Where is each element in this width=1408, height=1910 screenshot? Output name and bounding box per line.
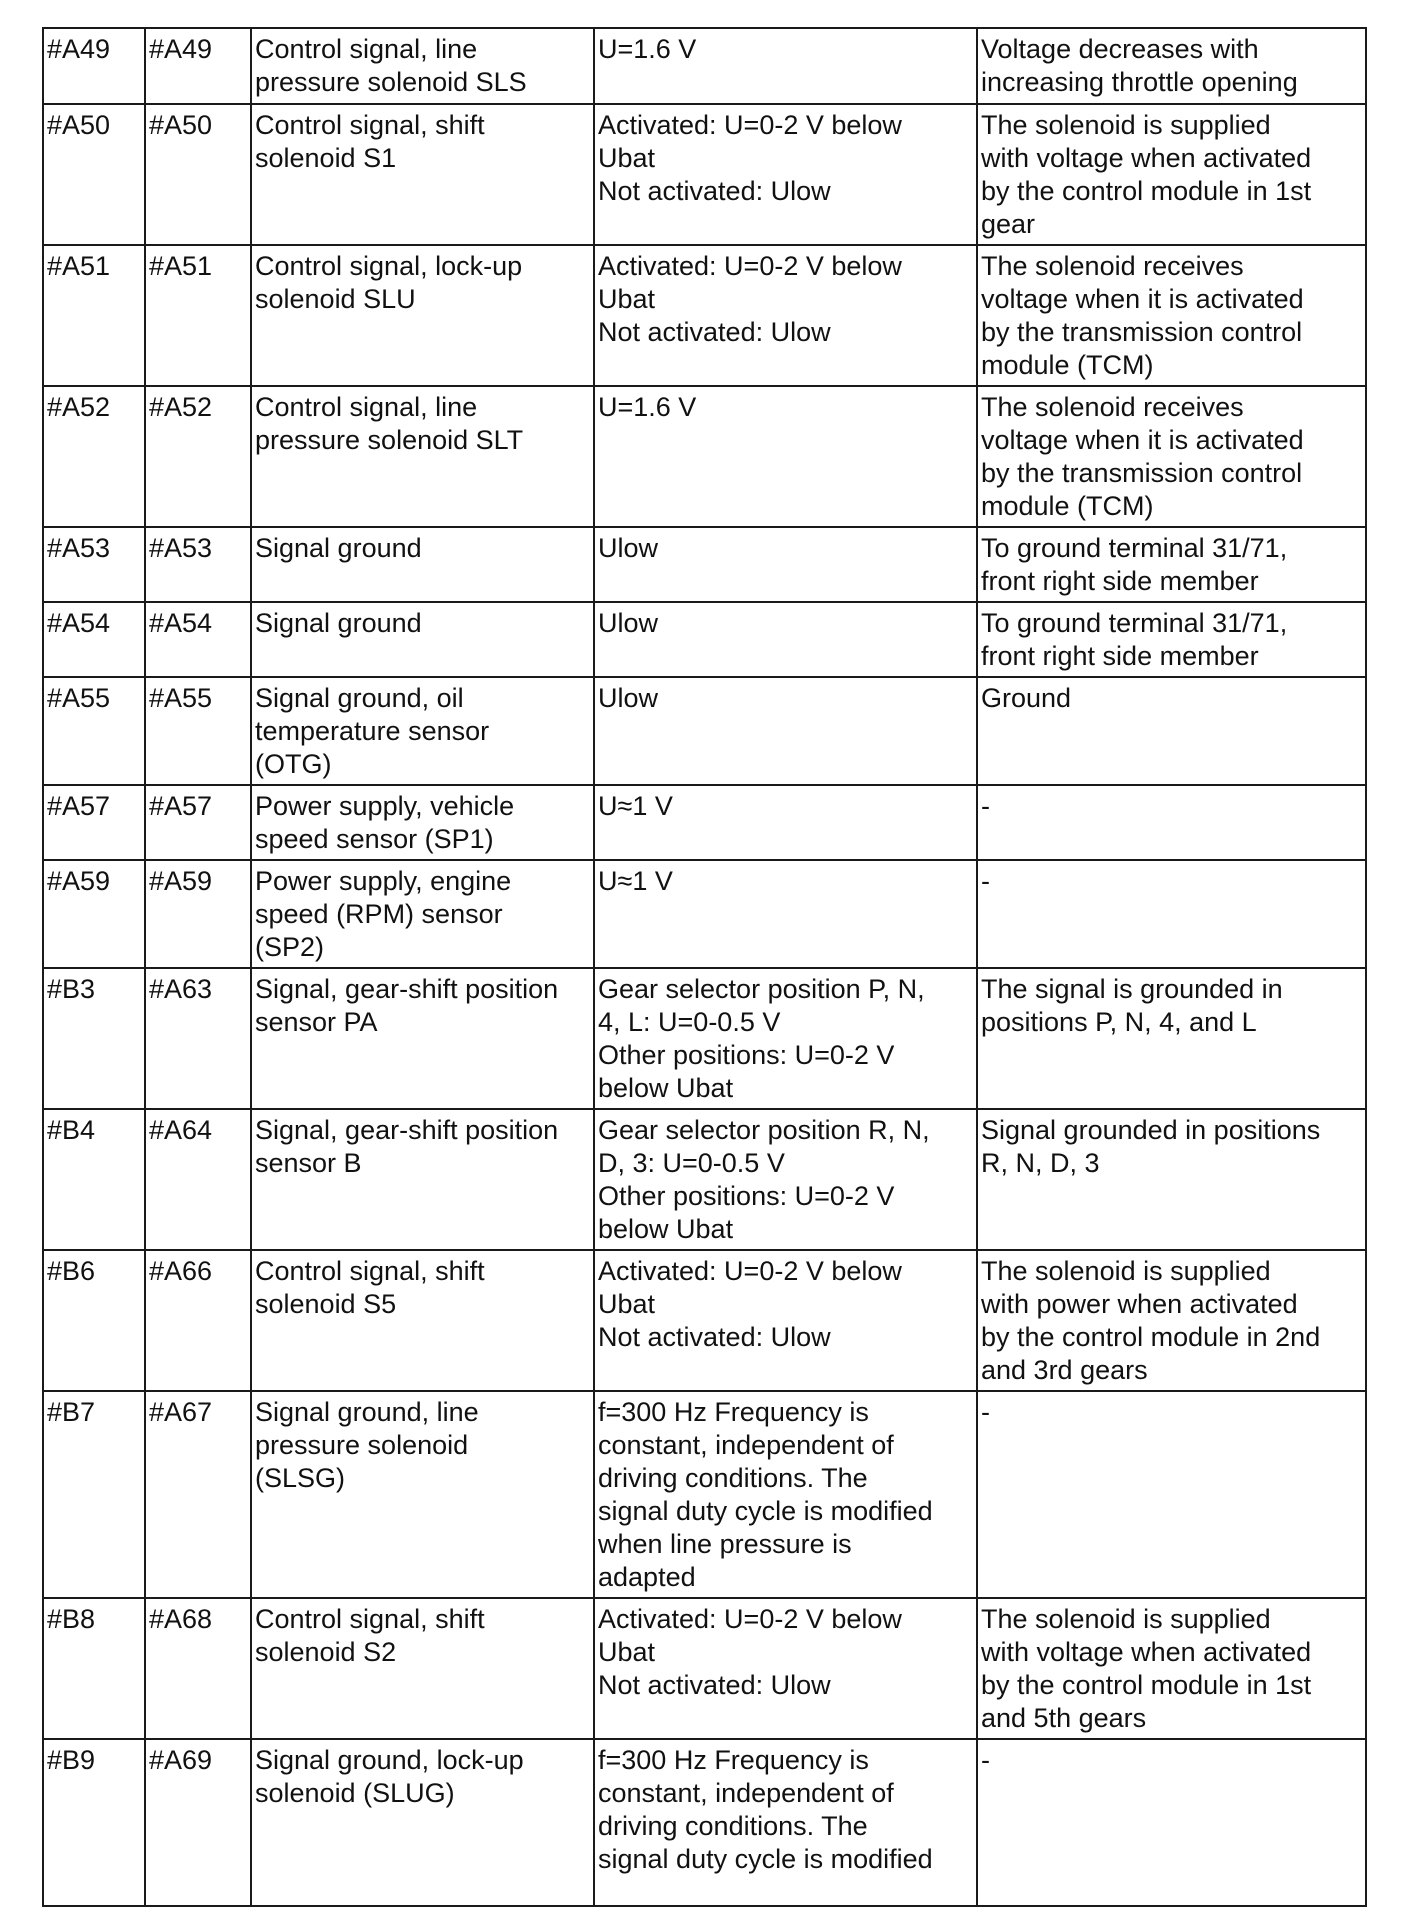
description-cell <box>251 1109 594 1250</box>
alt-pin-cell: #A57 <box>145 785 251 860</box>
value-cell-line: Not activated: Ulow <box>598 1322 831 1352</box>
comment-cell-line: by the control module in 2nd <box>981 1322 1321 1352</box>
alt-pin-cell: #A63 <box>145 968 251 1109</box>
description-cell-line: Signal ground <box>255 533 422 563</box>
description-cell-line: pressure solenoid <box>255 1430 469 1460</box>
pin-cell: #A55 <box>43 677 145 785</box>
value-cell-line: Ulow <box>598 608 659 638</box>
table-row <box>43 677 1366 785</box>
value-cell-line: Ubat <box>598 143 656 173</box>
description-cell-line: speed sensor (SP1) <box>255 824 494 854</box>
description-cell <box>251 527 594 602</box>
value-cell <box>594 1391 977 1598</box>
value-cell <box>594 28 977 104</box>
pin-cell: #B7 <box>43 1391 145 1598</box>
value-cell-line: below Ubat <box>598 1073 734 1103</box>
value-cell <box>594 104 977 245</box>
table-row <box>43 1109 1366 1250</box>
description-cell <box>251 386 594 527</box>
table-row <box>43 245 1366 386</box>
value-cell-line: Activated: U=0-2 V below <box>598 251 902 281</box>
description-cell-line: Signal ground <box>255 608 422 638</box>
value-cell-line: Gear selector position R, N, <box>598 1115 930 1145</box>
pin-cell: #B8 <box>43 1598 145 1739</box>
value-cell <box>594 1739 977 1906</box>
value-cell <box>594 527 977 602</box>
comment-cell-line: gear <box>981 209 1036 239</box>
pin-cell: #A49 <box>43 28 145 104</box>
table-row <box>43 968 1366 1109</box>
comment-cell <box>977 602 1366 677</box>
alt-pin-cell: #A68 <box>145 1598 251 1739</box>
table-row <box>43 386 1366 527</box>
alt-pin-cell: #A64 <box>145 1109 251 1250</box>
value-cell-line: D, 3: U=0-0.5 V <box>598 1148 785 1178</box>
comment-cell-line: positions P, N, 4, and L <box>981 1007 1257 1037</box>
description-cell-line: (SP2) <box>255 932 325 962</box>
pin-cell: #B4 <box>43 1109 145 1250</box>
table-row <box>43 1598 1366 1739</box>
comment-cell-line: by the control module in 1st <box>981 176 1312 206</box>
comment-cell-line: To ground terminal 31/71, <box>981 533 1288 563</box>
value-cell-line: U=1.6 V <box>598 392 697 422</box>
description-cell <box>251 785 594 860</box>
value-cell-line: Other positions: U=0-2 V <box>598 1181 895 1211</box>
comment-cell-line: R, N, D, 3 <box>981 1148 1100 1178</box>
description-cell-line: Signal ground, lock-up <box>255 1745 524 1775</box>
comment-cell-line: by the transmission control <box>981 317 1303 347</box>
comment-cell <box>977 104 1366 245</box>
value-cell-line: U=1.6 V <box>598 34 697 64</box>
description-cell-line: sensor PA <box>255 1007 378 1037</box>
comment-cell-line: - <box>981 1397 990 1427</box>
value-cell <box>594 1109 977 1250</box>
alt-pin-cell: #A59 <box>145 860 251 968</box>
value-cell-line: U≈1 V <box>598 791 673 821</box>
value-cell-line: Activated: U=0-2 V below <box>598 1604 902 1634</box>
alt-pin-cell: #A52 <box>145 386 251 527</box>
alt-pin-cell: #A55 <box>145 677 251 785</box>
alt-pin-cell: #A67 <box>145 1391 251 1598</box>
comment-cell-line: module (TCM) <box>981 491 1154 521</box>
table-row <box>43 104 1366 245</box>
alt-pin-cell: #A54 <box>145 602 251 677</box>
comment-cell-line: with power when activated <box>981 1289 1298 1319</box>
comment-cell-line: increasing throttle opening <box>981 67 1298 97</box>
value-cell-line: adapted <box>598 1562 696 1592</box>
value-cell-line: Ubat <box>598 284 656 314</box>
comment-cell <box>977 527 1366 602</box>
value-cell-line: below Ubat <box>598 1214 734 1244</box>
comment-cell-line: The solenoid is supplied <box>981 1256 1271 1286</box>
value-cell-line: signal duty cycle is modified <box>598 1496 933 1526</box>
comment-cell <box>977 785 1366 860</box>
comment-cell-line: with voltage when activated <box>981 143 1312 173</box>
description-cell-line: temperature sensor <box>255 716 490 746</box>
description-cell <box>251 1391 594 1598</box>
value-cell <box>594 386 977 527</box>
value-cell-line: driving conditions. The <box>598 1811 868 1841</box>
value-cell-line: Other positions: U=0-2 V <box>598 1040 895 1070</box>
description-cell-line: Control signal, shift <box>255 1256 485 1286</box>
table-row <box>43 1391 1366 1598</box>
description-cell-line: sensor B <box>255 1148 362 1178</box>
value-cell-line: Not activated: Ulow <box>598 176 831 206</box>
table-row <box>43 860 1366 968</box>
value-cell <box>594 785 977 860</box>
description-cell <box>251 1598 594 1739</box>
description-cell-line: pressure solenoid SLS <box>255 67 527 97</box>
value-cell-line: Ulow <box>598 533 659 563</box>
value-cell <box>594 968 977 1109</box>
comment-cell-line: The solenoid receives <box>981 251 1244 281</box>
comment-cell <box>977 968 1366 1109</box>
comment-cell <box>977 1109 1366 1250</box>
value-cell-line: when line pressure is <box>598 1529 852 1559</box>
comment-cell-line: The solenoid is supplied <box>981 110 1271 140</box>
comment-cell-line: - <box>981 791 990 821</box>
alt-pin-cell: #A53 <box>145 527 251 602</box>
comment-cell-line: voltage when it is activated <box>981 284 1304 314</box>
description-cell-line: Control signal, shift <box>255 1604 485 1634</box>
description-cell-line: speed (RPM) sensor <box>255 899 503 929</box>
description-cell-line: Signal, gear-shift position <box>255 1115 559 1145</box>
value-cell <box>594 245 977 386</box>
table-row <box>43 1739 1366 1906</box>
comment-cell <box>977 860 1366 968</box>
table-row <box>43 28 1366 104</box>
pin-cell: #A57 <box>43 785 145 860</box>
comment-cell-line: The signal is grounded in <box>981 974 1283 1004</box>
comment-cell-line: - <box>981 1745 990 1775</box>
description-cell-line: solenoid S1 <box>255 143 397 173</box>
alt-pin-cell: #A66 <box>145 1250 251 1391</box>
pin-cell: #A54 <box>43 602 145 677</box>
description-cell <box>251 968 594 1109</box>
value-cell-line: 4, L: U=0-0.5 V <box>598 1007 781 1037</box>
pin-cell: #B6 <box>43 1250 145 1391</box>
value-cell-line: Ulow <box>598 683 659 713</box>
value-cell <box>594 1598 977 1739</box>
value-cell-line: Not activated: Ulow <box>598 317 831 347</box>
value-cell-line: Activated: U=0-2 V below <box>598 1256 902 1286</box>
comment-cell-line: module (TCM) <box>981 350 1154 380</box>
table-body <box>43 28 1366 1906</box>
comment-cell-line: Signal grounded in positions <box>981 1115 1321 1145</box>
description-cell <box>251 860 594 968</box>
table-row <box>43 785 1366 860</box>
comment-cell-line: The solenoid is supplied <box>981 1604 1271 1634</box>
value-cell-line: Not activated: Ulow <box>598 1670 831 1700</box>
description-cell-line: solenoid (SLUG) <box>255 1778 455 1808</box>
pin-cell: #A50 <box>43 104 145 245</box>
value-cell-line: driving conditions. The <box>598 1463 868 1493</box>
comment-cell <box>977 1598 1366 1739</box>
table-row <box>43 527 1366 602</box>
comment-cell <box>977 28 1366 104</box>
description-cell-line: solenoid S2 <box>255 1637 397 1667</box>
description-cell-line: Control signal, lock-up <box>255 251 523 281</box>
description-cell-line: Power supply, engine <box>255 866 512 896</box>
description-cell-line: solenoid S5 <box>255 1289 397 1319</box>
comment-cell-line: and 3rd gears <box>981 1355 1148 1385</box>
comment-cell-line: The solenoid receives <box>981 392 1244 422</box>
value-cell <box>594 602 977 677</box>
value-cell-line: Activated: U=0-2 V below <box>598 110 902 140</box>
value-cell-line: Gear selector position P, N, <box>598 974 925 1004</box>
comment-cell-line: by the transmission control <box>981 458 1303 488</box>
description-cell-line: Signal ground, line <box>255 1397 479 1427</box>
value-cell-line: Ubat <box>598 1637 656 1667</box>
value-cell-line: constant, independent of <box>598 1778 894 1808</box>
value-cell-line: Ubat <box>598 1289 656 1319</box>
pin-cell: #A51 <box>43 245 145 386</box>
description-cell <box>251 1250 594 1391</box>
value-cell-line: signal duty cycle is modified <box>598 1844 933 1874</box>
pin-cell: #B9 <box>43 1739 145 1906</box>
comment-cell-line: Ground <box>981 683 1072 713</box>
value-cell <box>594 1250 977 1391</box>
alt-pin-cell: #A49 <box>145 28 251 104</box>
alt-pin-cell: #A50 <box>145 104 251 245</box>
description-cell-line: Control signal, line <box>255 34 478 64</box>
comment-cell-line: and 5th gears <box>981 1703 1147 1733</box>
comment-cell <box>977 1391 1366 1598</box>
value-cell-line: f=300 Hz Frequency is <box>598 1745 869 1775</box>
comment-cell-line: - <box>981 866 990 896</box>
alt-pin-cell: #A69 <box>145 1739 251 1906</box>
comment-cell <box>977 386 1366 527</box>
comment-cell-line: by the control module in 1st <box>981 1670 1312 1700</box>
comment-cell <box>977 245 1366 386</box>
value-cell-line: constant, independent of <box>598 1430 894 1460</box>
comment-cell <box>977 1739 1366 1906</box>
table-row <box>43 602 1366 677</box>
pin-cell: #A59 <box>43 860 145 968</box>
comment-cell-line: voltage when it is activated <box>981 425 1304 455</box>
value-cell <box>594 860 977 968</box>
value-cell <box>594 677 977 785</box>
description-cell-line: solenoid SLU <box>255 284 416 314</box>
description-cell-line: Signal, gear-shift position <box>255 974 559 1004</box>
description-cell <box>251 602 594 677</box>
description-cell-line: Signal ground, oil <box>255 683 464 713</box>
description-cell-line: (SLSG) <box>255 1463 346 1493</box>
comment-cell <box>977 1250 1366 1391</box>
table-row <box>43 1250 1366 1391</box>
pin-cell: #A52 <box>43 386 145 527</box>
pin-cell: #B3 <box>43 968 145 1109</box>
description-cell-line: Control signal, shift <box>255 110 485 140</box>
pin-cell: #A53 <box>43 527 145 602</box>
description-cell <box>251 28 594 104</box>
description-cell <box>251 677 594 785</box>
description-cell <box>251 245 594 386</box>
comment-cell-line: To ground terminal 31/71, <box>981 608 1288 638</box>
comment-cell <box>977 677 1366 785</box>
value-cell-line: f=300 Hz Frequency is <box>598 1397 869 1427</box>
description-cell <box>251 1739 594 1906</box>
description-cell-line: pressure solenoid SLT <box>255 425 524 455</box>
comment-cell-line: front right side member <box>981 566 1259 596</box>
description-cell-line: Power supply, vehicle <box>255 791 515 821</box>
comment-cell-line: Voltage decreases with <box>981 34 1259 64</box>
alt-pin-cell: #A51 <box>145 245 251 386</box>
description-cell-line: (OTG) <box>255 749 332 779</box>
pinout-table <box>42 27 1367 1907</box>
comment-cell-line: with voltage when activated <box>981 1637 1312 1667</box>
description-cell-line: Control signal, line <box>255 392 478 422</box>
description-cell <box>251 104 594 245</box>
value-cell-line: U≈1 V <box>598 866 673 896</box>
comment-cell-line: front right side member <box>981 641 1259 671</box>
